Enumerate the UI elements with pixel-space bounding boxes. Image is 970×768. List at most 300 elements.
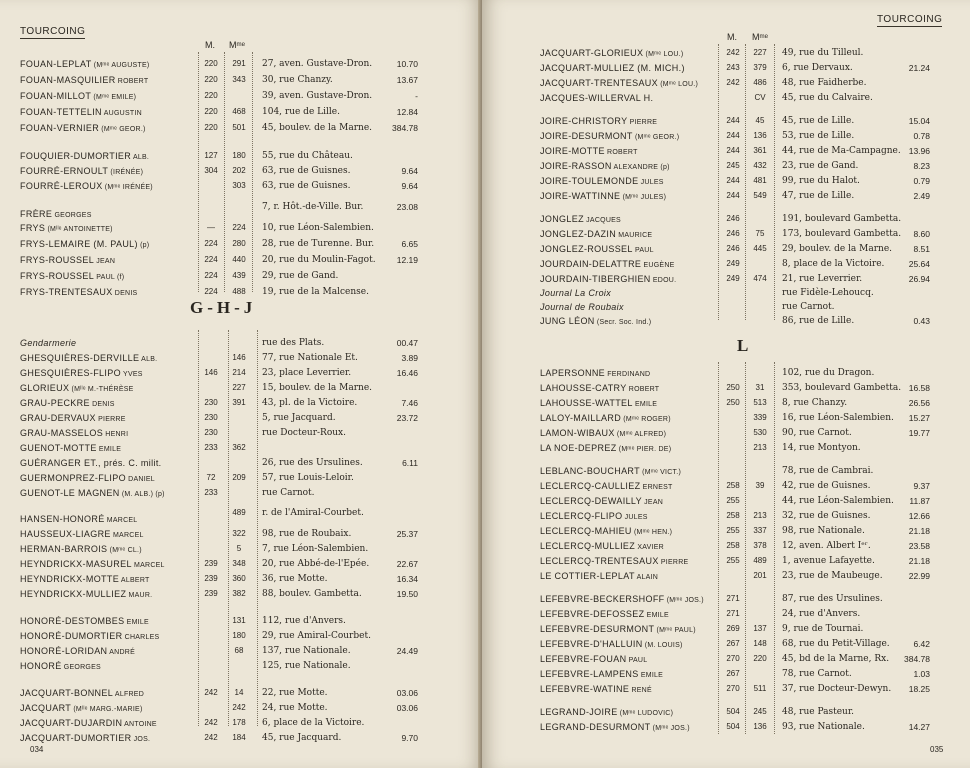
entry-amount: 15.04 — [908, 116, 930, 126]
entry-m-number: 220 — [204, 59, 218, 68]
entry-address: 36, rue Motte. — [262, 574, 328, 584]
entry-name: FOUAN-VERNIER (Mᵐᵉ GEOR.) — [20, 123, 146, 133]
entry-mme-number: 5 — [236, 544, 242, 553]
entry-name: GRAU-MASSELOS HENRI — [20, 428, 129, 438]
directory-entry — [482, 366, 952, 380]
entry-m-number: 224 — [204, 239, 218, 248]
directory-entry — [482, 524, 952, 538]
entry-address: 37, rue Docteur-Dewyn. — [782, 684, 892, 694]
entry-amount: 12.66 — [908, 511, 930, 521]
entry-address: 86, rue de Lille. — [782, 316, 855, 326]
directory-entry — [482, 314, 952, 328]
entry-address: 93, rue Nationale. — [782, 722, 865, 732]
directory-entry — [0, 105, 470, 119]
entry-mme-number: CV — [754, 93, 766, 102]
entry-name: FOUAN-MASQUILIER ROBERT — [20, 75, 149, 85]
entry-address: 44, rue Léon-Salembien. — [782, 496, 894, 506]
entry-name: LAHOUSSE-WATTEL EMILE — [540, 398, 658, 408]
entry-address: 20, rue Abbé-de-l'Epée. — [262, 559, 370, 569]
directory-entry — [482, 114, 952, 128]
entry-amount: 6.42 — [913, 639, 930, 649]
entry-m-number: 243 — [726, 63, 740, 72]
directory-entry — [0, 456, 470, 470]
entry-amount: 6.11 — [402, 458, 418, 468]
entry-name: JONGLEZ JACQUES — [540, 214, 621, 224]
entry-given-name: JEAN — [94, 258, 116, 265]
directory-entry — [482, 592, 952, 606]
directory-entry — [0, 285, 470, 299]
entry-name: JOIRE-WATTINNE (Mᵐᵉ JULES) — [540, 191, 667, 201]
entry-m-number: 258 — [726, 511, 740, 520]
directory-entry — [482, 91, 952, 105]
entry-name: HONORÉ-DUMORTIER CHARLES — [20, 631, 160, 641]
entry-mme-number: 148 — [753, 639, 767, 648]
entry-given-name: JULES — [638, 179, 664, 186]
entry-address: 78, rue de Cambrai. — [782, 466, 874, 476]
entry-name: LECLERCQ-FLIPO JULES — [540, 511, 648, 521]
entry-address: 24, rue Motte. — [262, 703, 328, 713]
directory-entry — [0, 253, 470, 267]
entry-address: 29, rue de Gand. — [262, 271, 339, 281]
entry-name: LECLERCQ-DEWAILLY JEAN — [540, 496, 664, 506]
entry-mme-number: 445 — [753, 244, 767, 253]
entry-name: LEGRAND-JOIRE (Mᵐᵉ LUDOVIC) — [540, 707, 674, 717]
entry-address: 57, rue Louis-Leloir. — [262, 473, 354, 483]
entry-m-number: 246 — [726, 244, 740, 253]
entry-mme-number: 227 — [232, 383, 246, 392]
entry-name: JONGLEZ-ROUSSEL PAUL — [540, 244, 654, 254]
entry-name: LEFEBVRE-BECKERSHOFF (Mᵐᵉ JOS.) — [540, 594, 704, 604]
entry-mme-number: 137 — [753, 624, 767, 633]
entry-address: 112, rue d'Anvers. — [262, 616, 346, 626]
entry-address: 30, rue Chanzy. — [262, 75, 333, 85]
entry-amount: 23.72 — [396, 413, 418, 423]
entry-address: 45, rue Jacquard. — [262, 733, 342, 743]
entry-m-number: 230 — [204, 413, 218, 422]
entry-m-number: 269 — [726, 624, 740, 633]
entry-amount: 03.06 — [396, 703, 418, 713]
entry-name: JACQUART-TRENTESAUX (Mᵐᵉ LOU.) — [540, 78, 699, 88]
entry-address: 42, rue de Guisnes. — [782, 481, 871, 491]
directory-entry — [482, 667, 952, 681]
directory-entry — [482, 464, 952, 478]
directory-entry — [482, 396, 952, 410]
entry-address: 125, rue Nationale. — [262, 661, 351, 671]
entry-address: 78, rue Carnot. — [782, 669, 852, 679]
entry-given-name: PAUL — [626, 657, 648, 664]
directory-entry — [0, 701, 470, 715]
entry-name: JOIRE-MOTTE ROBERT — [540, 146, 638, 156]
entry-given-name: (Mᵐᵉ AUGUSTE) — [91, 62, 150, 69]
entry-address: rue Docteur-Roux. — [262, 428, 346, 438]
entry-mme-number: 530 — [753, 428, 767, 437]
entry-address: 191, boulevard Gambetta. — [782, 214, 902, 224]
entry-m-number: 242 — [204, 733, 218, 742]
entry-mme-number: 291 — [232, 59, 246, 68]
entry-name: HEYNDRICKX-MULLIEZ MAUR. — [20, 589, 153, 599]
entry-address: 7, r. Hôt.-de-Ville. Bur. — [262, 202, 364, 212]
entry-amount: 22.99 — [908, 571, 930, 581]
entry-m-number: 244 — [726, 116, 740, 125]
entry-given-name: (Mˡˡᵉ M.-THÉRÈSE — [69, 386, 134, 393]
entry-mme-number: 337 — [753, 526, 767, 535]
entry-amount: 25.37 — [396, 529, 418, 539]
entry-given-name: ANDRÉ — [107, 649, 135, 656]
entry-amount: 9.70 — [401, 733, 418, 743]
entry-name: Journal La Croix — [540, 288, 612, 298]
entry-name: GUÉRANGER ET., prés. C. milit. — [20, 458, 162, 468]
entry-name: HERMAN-BARROIS (Mᵐᵉ CL.) — [20, 544, 142, 554]
entry-address: 45, boulev. de la Marne. — [262, 123, 373, 133]
left-page — [0, 0, 482, 768]
entry-m-number: 220 — [204, 107, 218, 116]
entry-m-number: 242 — [726, 78, 740, 87]
entry-given-name: (Mᵐᵉ EMILE) — [91, 94, 137, 101]
entry-given-name: (Mˡˡᵉ MARG.-MARIE) — [71, 706, 143, 713]
directory-entry — [482, 569, 952, 583]
entry-name: LEGRAND-DESURMONT (Mᵐᵉ JOS.) — [540, 722, 690, 732]
entry-given-name: (Mᵐᵉ ALFRED) — [614, 431, 667, 438]
entry-given-name: ALEXANDRE (p) — [611, 164, 670, 171]
directory-entry — [482, 174, 952, 188]
entry-address: 29, rue Amiral-Courbet. — [262, 631, 371, 641]
directory-entry — [482, 144, 952, 158]
entry-amount: 23.58 — [908, 541, 930, 551]
entry-mme-number: 343 — [232, 75, 246, 84]
entry-m-number: 239 — [204, 589, 218, 598]
entry-m-number: 270 — [726, 684, 740, 693]
directory-entry — [482, 637, 952, 651]
entry-mme-number: 382 — [232, 589, 246, 598]
entry-given-name: MARCEL — [104, 517, 138, 524]
entry-mme-number: 39 — [755, 481, 765, 490]
entry-given-name: DENIS — [112, 290, 138, 297]
entry-mme-number: 180 — [232, 631, 246, 640]
entry-m-number: 270 — [726, 654, 740, 663]
entry-m-number: 249 — [726, 259, 740, 268]
entry-name: HEYNDRICKX-MOTTE ALBERT — [20, 574, 150, 584]
directory-entry — [0, 486, 470, 500]
entry-given-name: EUGÈNE — [641, 262, 675, 269]
entry-amount: 21.18 — [908, 556, 930, 566]
entry-m-number: 224 — [204, 271, 218, 280]
column-head-mme: Mᵐᵉ — [752, 32, 768, 42]
entry-given-name: (Secr. Soc. Ind.) — [594, 319, 652, 326]
directory-entry — [482, 720, 952, 734]
entry-given-name: (Mᵐᵉ JOS.) — [664, 597, 704, 604]
entry-name: LAMON-WIBAUX (Mᵐᵉ ALFRED) — [540, 428, 667, 438]
directory-entry — [0, 557, 470, 571]
directory-entry — [0, 336, 470, 350]
entry-given-name: RENÉ — [629, 687, 652, 694]
directory-entry — [0, 644, 470, 658]
entry-name: LEFEBVRE-DESURMONT (Mᵐᵉ PAUL) — [540, 624, 696, 634]
entry-address: 90, rue Carnot. — [782, 428, 852, 438]
directory-entry — [0, 164, 470, 178]
entry-address: r. de l'Amiral-Courbet. — [262, 508, 364, 518]
entry-name: GUERMONPREZ-FLIPO DANIEL — [20, 473, 155, 483]
entry-name: JACQUART-MULLIEZ (M. MICH.) — [540, 63, 685, 73]
directory-entry — [0, 659, 470, 673]
entry-m-number: 244 — [726, 191, 740, 200]
entry-address: 87, rue des Ursulines. — [782, 594, 883, 604]
column-head-m: M. — [727, 32, 737, 42]
entry-address: 29, boulev. de la Marne. — [782, 244, 893, 254]
directory-entry — [0, 716, 470, 730]
entry-name: GRAU-PECKRE DENIS — [20, 398, 115, 408]
entry-m-number: 127 — [204, 151, 218, 160]
entry-address: 102, rue du Dragon. — [782, 368, 875, 378]
directory-entry — [482, 441, 952, 455]
entry-address: 22, rue Motte. — [262, 688, 328, 698]
entry-given-name: DANIEL — [125, 476, 155, 483]
entry-address: 8, rue Chanzy. — [782, 398, 848, 408]
directory-entry — [0, 512, 470, 526]
entry-m-number: 72 — [206, 473, 216, 482]
entry-given-name: JEAN — [641, 499, 664, 506]
entry-given-name: HENRI — [103, 431, 129, 438]
entry-given-name: EMILE — [632, 401, 658, 408]
entry-mme-number: 245 — [753, 707, 767, 716]
directory-entry — [482, 129, 952, 143]
directory-entry — [0, 471, 470, 485]
entry-mme-number: 75 — [755, 229, 765, 238]
entry-m-number: 220 — [204, 91, 218, 100]
directory-entry — [0, 542, 470, 556]
entry-name: JOIRE-DESURMONT (Mᵐᵉ GEOR.) — [540, 131, 680, 141]
entry-mme-number: 511 — [753, 684, 767, 693]
entry-mme-number: 348 — [232, 559, 246, 568]
entry-given-name: PIERRE — [627, 119, 658, 126]
directory-entry — [482, 426, 952, 440]
entry-name: FOUAN-MILLOT (Mᵐᵉ EMILE) — [20, 91, 137, 101]
entry-name: JONGLEZ-DAZIN MAURICE — [540, 229, 653, 239]
entry-amount: 22.67 — [396, 559, 418, 569]
entry-given-name: (Mᵐᵉ GEOR.) — [632, 134, 680, 141]
entry-name: LECLERCQ-MULLIEZ XAVIER — [540, 541, 664, 551]
entry-m-number: 246 — [726, 229, 740, 238]
entry-address: 28, rue de Turenne. Bur. — [262, 239, 375, 249]
entry-mme-number: 440 — [232, 255, 246, 264]
entry-amount: 0.78 — [913, 131, 930, 141]
entry-m-number: 239 — [204, 559, 218, 568]
entry-address: 23, rue de Maubeuge. — [782, 571, 883, 581]
entry-m-number: 220 — [204, 75, 218, 84]
directory-entry — [482, 272, 952, 286]
directory-entry — [0, 411, 470, 425]
entry-name: HANSEN-HONORÉ MARCEL — [20, 514, 138, 524]
entry-name: JOIRE-TOULEMONDE JULES — [540, 176, 664, 186]
entry-name: JOURDAIN-TIBERGHIEN EDOU. — [540, 274, 677, 284]
entry-given-name: (Mᵐᵉ ROGER) — [621, 416, 671, 423]
entry-m-number: 244 — [726, 131, 740, 140]
directory-entry — [0, 381, 470, 395]
entry-amount: 21.24 — [908, 63, 930, 73]
entry-name: HEYNDRICKX-MASUREL MARCEL — [20, 559, 165, 569]
directory-entry — [0, 89, 470, 103]
entry-address: 8, place de la Victoire. — [782, 259, 885, 269]
entry-address: 24, rue d'Anvers. — [782, 609, 861, 619]
entry-mme-number: 339 — [753, 413, 767, 422]
entry-address: 6, place de la Victoire. — [262, 718, 365, 728]
entry-mme-number: 322 — [232, 529, 246, 538]
directory-entry — [482, 554, 952, 568]
entry-given-name: XAVIER — [635, 544, 664, 551]
entry-given-name: PAUL (f) — [94, 274, 125, 281]
directory-entry — [0, 221, 470, 235]
entry-amount: 8.23 — [913, 161, 930, 171]
entry-amount: 26.94 — [908, 274, 930, 284]
entry-address: 44, rue de Ma-Campagne. — [782, 146, 901, 156]
entry-given-name: YVES — [120, 371, 143, 378]
entry-mme-number: 220 — [753, 654, 767, 663]
entry-address: 48, rue Faidherbe. — [782, 78, 867, 88]
entry-m-number: 504 — [726, 707, 740, 716]
entry-address: 32, rue de Guisnes. — [782, 511, 871, 521]
entry-address: 49, rue du Tilleul. — [782, 48, 864, 58]
entry-given-name: EMILE — [96, 446, 122, 453]
directory-entry — [482, 381, 952, 395]
page-number: 034 — [30, 745, 44, 754]
entry-name: FRYS-ROUSSEL PAUL (f) — [20, 271, 125, 281]
entry-given-name: EMILE — [124, 619, 149, 626]
entry-amount: 3.89 — [401, 353, 418, 363]
directory-entry — [482, 494, 952, 508]
entry-amount: 10.70 — [396, 59, 418, 69]
entry-name: JACQUART-BONNEL ALFRED — [20, 688, 145, 698]
entry-m-number: 239 — [204, 574, 218, 583]
directory-entry — [482, 411, 952, 425]
entry-name: FRYS-TRENTESAUX DENIS — [20, 287, 138, 297]
entry-amount: 15.27 — [908, 413, 930, 423]
directory-entry — [0, 527, 470, 541]
entry-mme-number: 136 — [753, 131, 767, 140]
entry-name: HONORÉ-LORIDAN ANDRÉ — [20, 646, 135, 656]
directory-entry — [482, 189, 952, 203]
entry-given-name: (Mᵐᵉ PAUL) — [654, 627, 696, 634]
entry-m-number: 224 — [204, 287, 218, 296]
entry-amount: 9.64 — [401, 181, 418, 191]
entry-given-name: PAUL — [632, 247, 654, 254]
entry-m-number: 267 — [726, 669, 740, 678]
directory-entry — [482, 607, 952, 621]
entry-amount: 384.78 — [904, 654, 930, 664]
entry-address: 23, rue de Gand. — [782, 161, 859, 171]
entry-amount: 13.96 — [908, 146, 930, 156]
entry-m-number: 271 — [726, 609, 740, 618]
running-head: TOURCOING — [877, 14, 943, 25]
entry-name: GHESQUIÈRES-DERVILLE ALB. — [20, 353, 158, 363]
entry-m-number: 249 — [726, 274, 740, 283]
entry-name: Journal de Roubaix — [540, 302, 624, 312]
entry-given-name: ROBERT — [604, 149, 638, 156]
entry-amount: 7.46 — [401, 398, 418, 408]
entry-amount: 0.43 — [913, 316, 930, 326]
entry-given-name: AUGUSTIN — [101, 110, 142, 117]
entry-given-name: ANTOINE — [122, 721, 157, 728]
entry-name: LEFEBVRE-D'HALLUIN (M. LOUIS) — [540, 639, 683, 649]
entry-mme-number: 14 — [234, 688, 244, 697]
entry-m-number: 220 — [204, 123, 218, 132]
entry-m-number: 255 — [726, 526, 740, 535]
entry-amount: 0.79 — [913, 176, 930, 186]
directory-entry — [482, 76, 952, 90]
entry-amount: 25.64 — [908, 259, 930, 269]
entry-m-number: 242 — [204, 718, 218, 727]
entry-name: GHESQUIÈRES-FLIPO YVES — [20, 368, 143, 378]
entry-given-name: ALBERT — [119, 577, 150, 584]
entry-given-name: ALFRED — [113, 691, 145, 698]
entry-name: LEFEBVRE-FOUAN PAUL — [540, 654, 648, 664]
entry-mme-number: 201 — [753, 571, 767, 580]
entry-m-number: 258 — [726, 541, 740, 550]
entry-mme-number: 360 — [232, 574, 246, 583]
entry-name: JACQUES-WILLERVAL H. — [540, 93, 654, 103]
entry-amount: 00.47 — [396, 338, 418, 348]
entry-name: FOUAN-LEPLAT (Mᵐᵉ AUGUSTE) — [20, 59, 150, 69]
entry-address: 9, rue de Tournai. — [782, 624, 864, 634]
directory-entry — [0, 441, 470, 455]
entry-address: 45, rue de Lille. — [782, 116, 855, 126]
entry-name: GUENOT-MOTTE EMILE — [20, 443, 122, 453]
entry-m-number: 242 — [204, 688, 218, 697]
entry-amount: 03.06 — [396, 688, 418, 698]
entry-name: JUNG LÉON (Secr. Soc. Ind.) — [540, 316, 652, 326]
entry-name: JACQUART (Mˡˡᵉ MARG.-MARIE) — [20, 703, 143, 713]
entry-address: 99, rue du Halot. — [782, 176, 860, 186]
directory-entry — [482, 479, 952, 493]
entry-mme-number: 488 — [232, 287, 246, 296]
entry-given-name: (Mᵐᵉ HEN.) — [631, 529, 673, 536]
entry-given-name: ROBERT — [115, 78, 149, 85]
entry-name: GLORIEUX (Mˡˡᵉ M.-THÉRÈSE — [20, 383, 134, 393]
entry-amount: 9.37 — [913, 481, 930, 491]
entry-address: 137, rue Nationale. — [262, 646, 351, 656]
entry-m-number: 250 — [726, 383, 740, 392]
entry-address: 68, rue du Petit-Village. — [782, 639, 890, 649]
entry-name: LEFEBVRE-WATINE RENÉ — [540, 684, 652, 694]
entry-amount: 9.64 — [401, 166, 418, 176]
entry-m-number: 255 — [726, 496, 740, 505]
entry-name: HONORÉ GEORGES — [20, 661, 101, 671]
entry-address: 6, rue Dervaux. — [782, 63, 853, 73]
entry-name: JACQUART-GLORIEUX (Mᵐᵉ LOU.) — [540, 48, 684, 58]
entry-address: rue Carnot. — [782, 302, 835, 312]
entry-amount: 19.77 — [908, 428, 930, 438]
entry-name: FOURRÉ-LEROUX (Mᵐᵉ IRÉNÉE) — [20, 181, 153, 191]
entry-given-name: EMILE — [638, 672, 664, 679]
entry-mme-number: 180 — [232, 151, 246, 160]
entry-given-name: (M. ALB.) (p) — [119, 491, 165, 498]
entry-address: 77, rue Nationale Et. — [262, 353, 358, 363]
entry-given-name: JOS. — [131, 736, 151, 743]
directory-entry — [0, 73, 470, 87]
entry-mme-number: 474 — [753, 274, 767, 283]
directory-entry — [482, 622, 952, 636]
directory-entry — [0, 614, 470, 628]
directory-entry — [0, 121, 470, 135]
entry-amount: 1.03 — [913, 669, 930, 679]
entry-given-name: (Mᵐᵉ GEOR.) — [99, 126, 146, 133]
entry-given-name: (Mᵐᵉ VICT.) — [639, 469, 682, 476]
entry-amount: 13.67 — [396, 75, 418, 85]
directory-entry — [482, 212, 952, 226]
entry-address: 23, place Leverrier. — [262, 368, 352, 378]
directory-entry — [0, 629, 470, 643]
entry-m-number: 230 — [204, 398, 218, 407]
entry-address: 63, rue de Guisnes. — [262, 166, 351, 176]
entry-address: 16, rue Léon-Salembien. — [782, 413, 894, 423]
